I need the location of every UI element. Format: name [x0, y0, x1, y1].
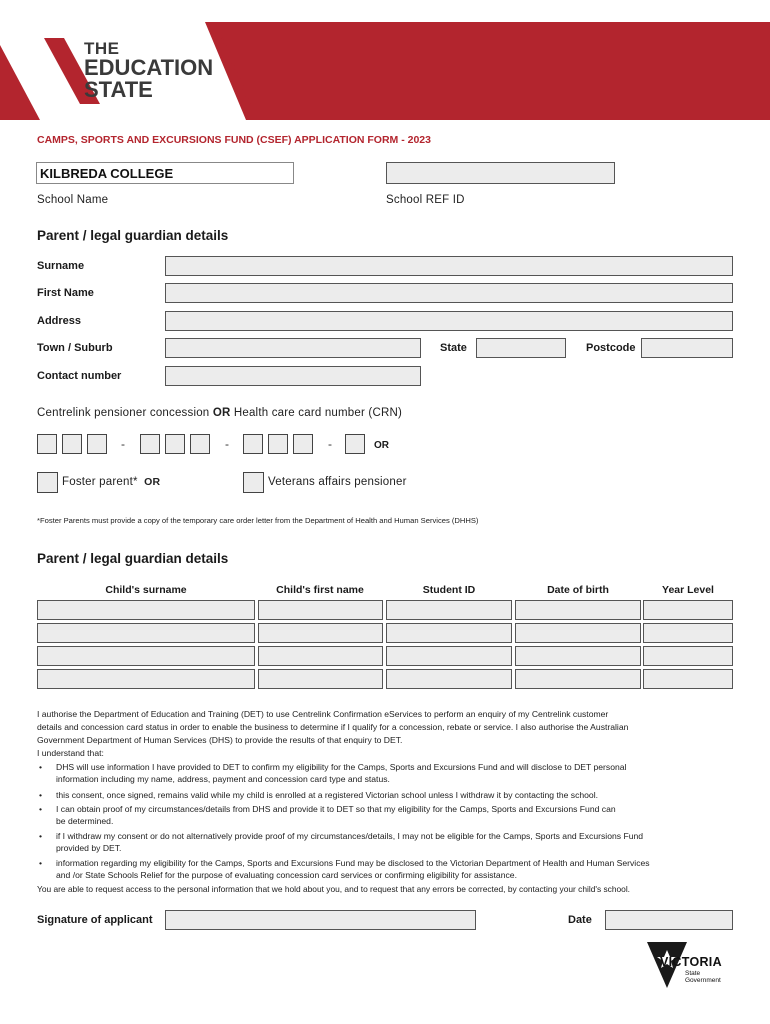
- state-field[interactable]: [476, 338, 566, 358]
- child-4-surname[interactable]: [37, 669, 255, 689]
- child-2-surname[interactable]: [37, 623, 255, 643]
- bullet-4-line-1: if I withdraw my consent or do not alternatively provide proof of my circumstances/details, I may not be eligible for the Camps, Sports and Excursions Fund: [56, 831, 644, 841]
- crn-digit-5[interactable]: [165, 434, 185, 454]
- bullet-1: [39, 761, 627, 785]
- logo-line-1: THE: [84, 39, 120, 58]
- bullet-5-line-2: and /or State Schools Relief for the purpose of evaluating concession card services or confirming eligibility for assistance.: [56, 870, 517, 880]
- foster-or: OR: [144, 476, 161, 488]
- crn-digit-2[interactable]: [62, 434, 82, 454]
- col-child-surname: Child's surname: [105, 584, 187, 596]
- school-name-value: KILBREDA COLLEGE: [40, 166, 174, 181]
- crn-dash-2: -: [225, 437, 229, 451]
- state-label: State: [440, 342, 467, 354]
- child-3-surname[interactable]: [37, 646, 255, 666]
- guardian-heading: Parent / legal guardian details: [37, 228, 229, 243]
- date-label: Date: [568, 914, 592, 926]
- child-2-year-level[interactable]: [643, 623, 733, 643]
- understand-label: I understand that:: [37, 748, 104, 758]
- crn-digit-8[interactable]: [268, 434, 288, 454]
- address-field[interactable]: [165, 311, 733, 331]
- postcode-label: Postcode: [586, 342, 636, 354]
- bullet-4: [39, 830, 644, 854]
- crn-dash-3: -: [328, 437, 332, 451]
- col-date-of-birth: Date of birth: [547, 584, 609, 596]
- child-2-dob[interactable]: [515, 623, 641, 643]
- school-name-field[interactable]: [36, 162, 294, 184]
- town-label: Town / Suburb: [37, 342, 113, 354]
- bullet-2: [39, 789, 599, 801]
- signature-label: Signature of applicant: [37, 914, 153, 926]
- col-child-first-name: Child's first name: [276, 584, 364, 596]
- bullet-dot: •: [39, 858, 43, 868]
- child-1-surname[interactable]: [37, 600, 255, 620]
- bullet-dot: •: [39, 831, 43, 841]
- consent-para-line-3: Government Department of Human Services (DHS) to provide the results of that enquiry to DET.: [37, 735, 403, 745]
- logo-line-3: STATE: [84, 77, 153, 102]
- town-field[interactable]: [165, 338, 421, 358]
- child-4-student-id[interactable]: [386, 669, 512, 689]
- date-field[interactable]: [605, 910, 733, 930]
- contact-field[interactable]: [165, 366, 421, 386]
- victoria-wordmark: VICTORIA: [660, 955, 722, 969]
- crn-label-or: OR: [212, 407, 231, 419]
- child-4-first-name[interactable]: [258, 669, 383, 689]
- victoria-state: State: [685, 970, 701, 977]
- foster-parent-label: [62, 476, 160, 488]
- crn-dash-1: -: [121, 437, 125, 451]
- veterans-label: Veterans affairs pensioner: [268, 476, 407, 488]
- child-4-dob[interactable]: [515, 669, 641, 689]
- school-ref-label: School REF ID: [386, 194, 465, 206]
- consent-para-line-1: I authorise the Department of Education and Training (DET) to use Centrelink Confirmation eServices to perform an enquiry of my Centrelink customer: [37, 709, 609, 719]
- crn-label-b: Health care card number (CRN): [230, 407, 402, 419]
- contact-label: Contact number: [37, 370, 122, 382]
- surname-label: Surname: [37, 260, 85, 272]
- child-3-year-level[interactable]: [643, 646, 733, 666]
- access-statement: You are able to request access to the personal information that we hold about you, and to request that any errors be corrected, by contacting your child's school.: [37, 884, 631, 894]
- bullet-4-line-2: provided by DET.: [56, 843, 122, 853]
- child-1-first-name[interactable]: [258, 600, 383, 620]
- victoria-government: Government: [685, 977, 721, 984]
- bullet-dot: •: [39, 762, 43, 772]
- crn-digit-10[interactable]: [345, 434, 365, 454]
- bullet-5: [39, 857, 650, 881]
- child-4-year-level[interactable]: [643, 669, 733, 689]
- signature-field[interactable]: [165, 910, 476, 930]
- child-3-first-name[interactable]: [258, 646, 383, 666]
- bullet-3-line-1: I can obtain proof of my circumstances/details from DHS and provide it to DET so that my eligibility for the Camps, Sports and Excursions Fund can: [56, 804, 616, 814]
- crn-digit-7[interactable]: [243, 434, 263, 454]
- bullet-3: [39, 803, 616, 827]
- postcode-field[interactable]: [641, 338, 733, 358]
- crn-digit-6[interactable]: [190, 434, 210, 454]
- education-state-logo: [84, 40, 234, 100]
- child-1-year-level[interactable]: [643, 600, 733, 620]
- address-label: Address: [37, 315, 82, 327]
- child-2-first-name[interactable]: [258, 623, 383, 643]
- crn-digit-1[interactable]: [37, 434, 57, 454]
- first-name-field[interactable]: [165, 283, 733, 303]
- crn-digit-3[interactable]: [87, 434, 107, 454]
- bullet-dot: •: [39, 804, 43, 814]
- foster-parent-checkbox[interactable]: [37, 472, 58, 493]
- crn-digit-4[interactable]: [140, 434, 160, 454]
- foster-note: *Foster Parents must provide a copy of the temporary care order letter from the Department of Health and Human Services (DHHS): [37, 516, 479, 525]
- col-year-level: Year Level: [662, 584, 714, 596]
- child-3-dob[interactable]: [515, 646, 641, 666]
- consent-para-line-2: details and concession card status in order to enable the business to determine if I qualify for a concession, rebate or service. I also authorise the Australian: [37, 722, 629, 732]
- bullet-1-line-2: information including my name, address, payment and concession card type and status.: [56, 774, 390, 784]
- bullet-dot: •: [39, 790, 43, 800]
- bullet-3-line-2: be determined.: [56, 816, 114, 826]
- first-name-label: First Name: [37, 287, 94, 299]
- logo-line-2: EDUCATION: [84, 55, 214, 80]
- surname-field[interactable]: [165, 256, 733, 276]
- school-name-label: School Name: [37, 194, 109, 206]
- col-student-id: Student ID: [422, 584, 476, 596]
- crn-label-a: Centrelink pensioner concession: [37, 407, 213, 419]
- child-3-student-id[interactable]: [386, 646, 512, 666]
- crn-digit-9[interactable]: [293, 434, 313, 454]
- children-heading: Parent / legal guardian details: [37, 551, 229, 566]
- form-title: CAMPS, SPORTS AND EXCURSIONS FUND (CSEF) APPLICATION FORM - 2023: [37, 134, 431, 146]
- child-1-student-id[interactable]: [386, 600, 512, 620]
- school-ref-field[interactable]: [386, 162, 615, 184]
- foster-label-text: Foster parent*: [62, 476, 138, 488]
- child-2-student-id[interactable]: [386, 623, 512, 643]
- child-1-dob[interactable]: [515, 600, 641, 620]
- crn-label: [37, 407, 402, 419]
- bullet-1-line-1: DHS will use information I have provided to DET to confirm my eligibility for the Camps, Sports and Excursions Fund and will disclose to DET personal: [56, 762, 627, 772]
- veterans-checkbox[interactable]: [243, 472, 264, 493]
- bullet-2-line-1: this consent, once signed, remains valid while my child is enrolled at a registered Victorian school unless I withdraw it by contacting the school.: [56, 790, 599, 800]
- bullet-5-line-1: information regarding my eligibility for the Camps, Sports and Excursions Fund may be disclosed to the Victorian Department of Health and Human Services: [56, 858, 650, 868]
- crn-or-label: OR: [374, 440, 389, 451]
